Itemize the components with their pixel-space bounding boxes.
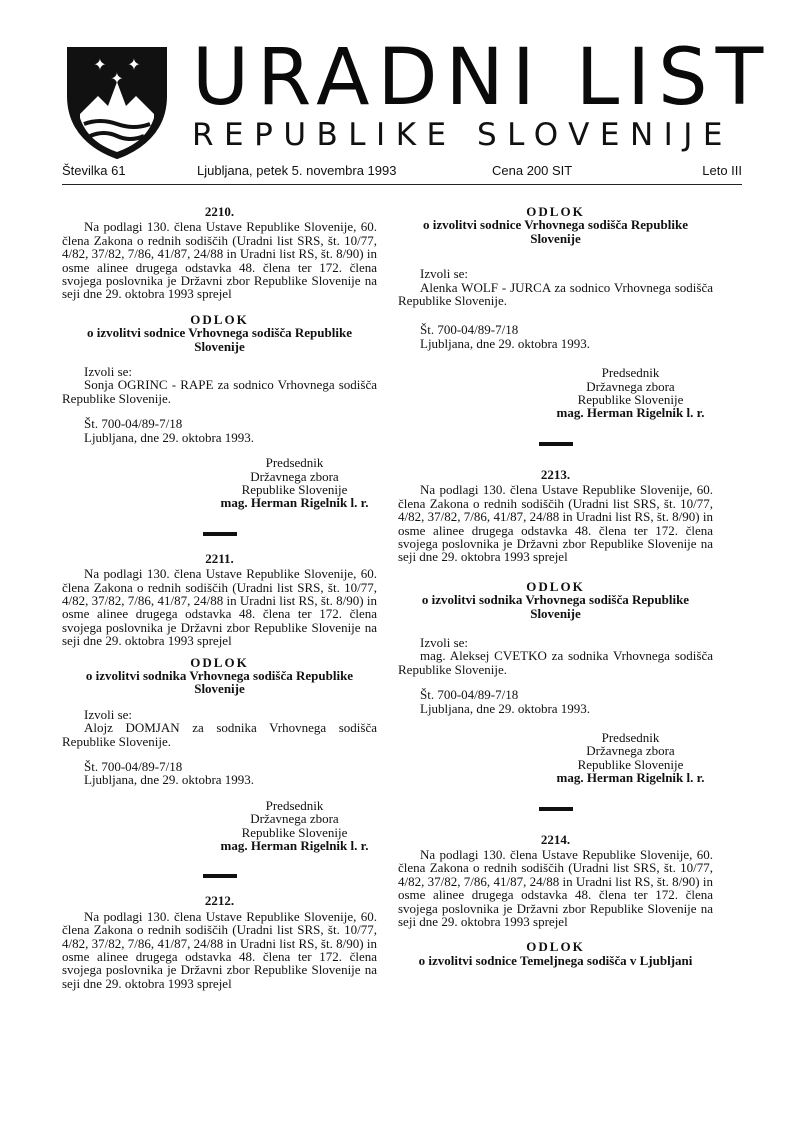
signature-line: Predsednik (265, 455, 324, 471)
article-preamble: Na podlagi 130. člena Ustave Republike Slovenije, 60. člena Zakona o rednih sodiščih (Uradni list SRS, št. 10/77, 4/82, 37/82, 7/86, 41/87, 24/88 in Uradni list RS, št. 8/90) in osme alinee drugega odstavka 48. člena ter 172. člena svojega poslovnika je Državni zbor Republike Slovenije na seji dne 29. oktobra 1993 sprejel (62, 219, 377, 302)
decree-reference: Št. 700-04/89-7/18 (84, 759, 183, 774)
signature-block (398, 731, 713, 785)
signature-block (398, 366, 713, 420)
signature-block (62, 456, 377, 510)
coat-of-arms-icon (62, 44, 172, 162)
decree-izvoli: Izvoli se: (420, 634, 469, 650)
article-preamble: Na podlagi 130. člena Ustave Republike Slovenije, 60. člena Zakona o rednih sodiščih (Uradni list SRS, št. 10/77, 4/82, 37/82, 7/86, 41/87, 24/88 in Uradni list RS, št. 8/90) in osme alinee drugega odstavka 48. člena ter 172. člena svojega poslovnika je Državni zbor Republike Slovenije na seji dne 29. oktobra 1993 sprejel (62, 908, 377, 991)
issue-info-bar (62, 160, 742, 182)
decree-date: Ljubljana, dne 29. oktobra 1993. (84, 772, 255, 788)
article-preamble: Na podlagi 130. člena Ustave Republike Slovenije, 60. člena Zakona o rednih sodiščih (Uradni list SRS, št. 10/77, 4/82, 37/82, 7/86, 41/87, 24/88 in Uradni list RS, št. 8/90) in osme alinee drugega odstavka 48. člena ter 172. člena svojega poslovnika je Državni zbor Republike Slovenije na seji dne 29. oktobra 1993 sprejel (398, 482, 713, 565)
decree-subheading: o izvolitvi sodnice Temeljnega sodišča v Ljubljani (418, 952, 693, 968)
signature-name: mag. Herman Rigelnik l. r. (556, 405, 705, 421)
decree-body: mag. Aleksej CVETKO za sodnika Vrhovnega sodišča Republike Slovenije. (398, 648, 713, 677)
decree-subheading: o izvolitvi sodnika Vrhovnega sodišča Republike Slovenije (421, 592, 690, 621)
decree-date: Ljubljana, dne 29. oktobra 1993. (420, 335, 591, 351)
decree-heading: ODLOK (526, 939, 585, 955)
issue-place-date: Ljubljana, petek 5. novembra 1993 (197, 163, 397, 178)
decree-body: Alenka WOLF - JURCA za sodnico Vrhovnega sodišča Republike Slovenije. (398, 279, 713, 309)
decree-reference: Št. 700-04/89-7/18 (84, 416, 183, 432)
masthead-subtitle: REPUBLIKE SLOVENIJE (192, 117, 734, 153)
decree-reference: Št. 700-04/89-7/18 (420, 322, 519, 338)
decree-body: Alojz DOMJAN za sodnika Vrhovnega sodišča Republike Slovenije. (62, 720, 377, 749)
svg-text:✦: ✦ (127, 55, 141, 74)
signature-line: Predsednik (601, 365, 660, 381)
signature-line: Predsednik (601, 729, 660, 745)
decree-subheading: o izvolitvi sodnice Vrhovnega sodišča Republike Slovenije (87, 325, 352, 354)
decree-date: Ljubljana, dne 29. oktobra 1993. (84, 429, 255, 445)
issue-price: Cena 200 SIT (492, 163, 573, 178)
decree-subheading: o izvolitvi sodnika Vrhovnega sodišča Republike Slovenije (85, 667, 354, 697)
signature-line: Republike Slovenije (241, 481, 348, 497)
decree-izvoli: Izvoli se: (84, 364, 133, 380)
decree-izvoli: Izvoli se: (420, 266, 469, 282)
decree-heading: ODLOK (526, 204, 585, 219)
article-preamble: Na podlagi 130. člena Ustave Republike Slovenije, 60. člena Zakona o rednih sodiščih (Uradni list SRS, št. 10/77, 4/82, 37/82, 7/86, 41/87, 24/88 in Uradni list RS, št. 8/90) in osme alinee drugega odstavka 48. člena ter 172. člena svojega poslovnika je Državni zbor Republike Slovenije na seji dne 29. oktobra 1993 sprejel (62, 566, 377, 649)
article-number: 2213. (540, 466, 571, 482)
decree-reference: Št. 700-04/89-7/18 (420, 687, 519, 703)
signature-line: Republike Slovenije (241, 824, 348, 840)
right-column (398, 205, 713, 967)
article-number: 2210. (204, 204, 235, 219)
decree-heading: ODLOK (190, 654, 249, 670)
decree-heading: ODLOK (190, 311, 249, 327)
signature-line: Republike Slovenije (577, 756, 684, 772)
signature-name: mag. Herman Rigelnik l. r. (220, 495, 369, 511)
signature-line: Državnega zbora (586, 743, 675, 759)
signature-line: Predsednik (265, 797, 324, 813)
decree-body: Sonja OGRINC - RAPE za sodnico Vrhovnega sodišča Republike Slovenije. (62, 377, 377, 406)
decree-subheading: o izvolitvi sodnice Vrhovnega sodišča Republike Slovenije (423, 217, 688, 246)
decree-izvoli: Izvoli se: (84, 706, 133, 722)
issue-number: Številka 61 (62, 163, 126, 178)
decree-heading: ODLOK (526, 578, 585, 594)
issue-year: Leto III (702, 163, 742, 178)
signature-name: mag. Herman Rigelnik l. r. (220, 838, 369, 854)
article-preamble: Na podlagi 130. člena Ustave Republike Slovenije, 60. člena Zakona o rednih sodiščih (Uradni list SRS, št. 10/77, 4/82, 37/82, 7/86, 41/87, 24/88 in Uradni list RS, št. 8/90) in osme alinee drugega odstavka 48. člena ter 172. člena svojega poslovnika je Državni zbor Republike Slovenije na seji dne 29. oktobra 1993 sprejel (398, 847, 713, 930)
svg-text:✦: ✦ (93, 55, 107, 74)
signature-block (62, 799, 377, 853)
article-number: 2212. (204, 893, 235, 909)
left-column (62, 205, 377, 990)
svg-text:✦: ✦ (110, 69, 124, 88)
masthead-title: URADNI LIST (192, 33, 772, 123)
signature-line: Državnega zbora (250, 468, 339, 484)
article-number: 2214. (540, 831, 571, 847)
header-divider (62, 184, 742, 185)
signature-line: Državnega zbora (250, 811, 339, 827)
decree-date: Ljubljana, dne 29. oktobra 1993. (420, 700, 591, 716)
article-number: 2211. (205, 550, 234, 566)
signature-line: Republike Slovenije (577, 392, 684, 408)
signature-line: Državnega zbora (586, 378, 675, 394)
signature-name: mag. Herman Rigelnik l. r. (556, 770, 705, 786)
